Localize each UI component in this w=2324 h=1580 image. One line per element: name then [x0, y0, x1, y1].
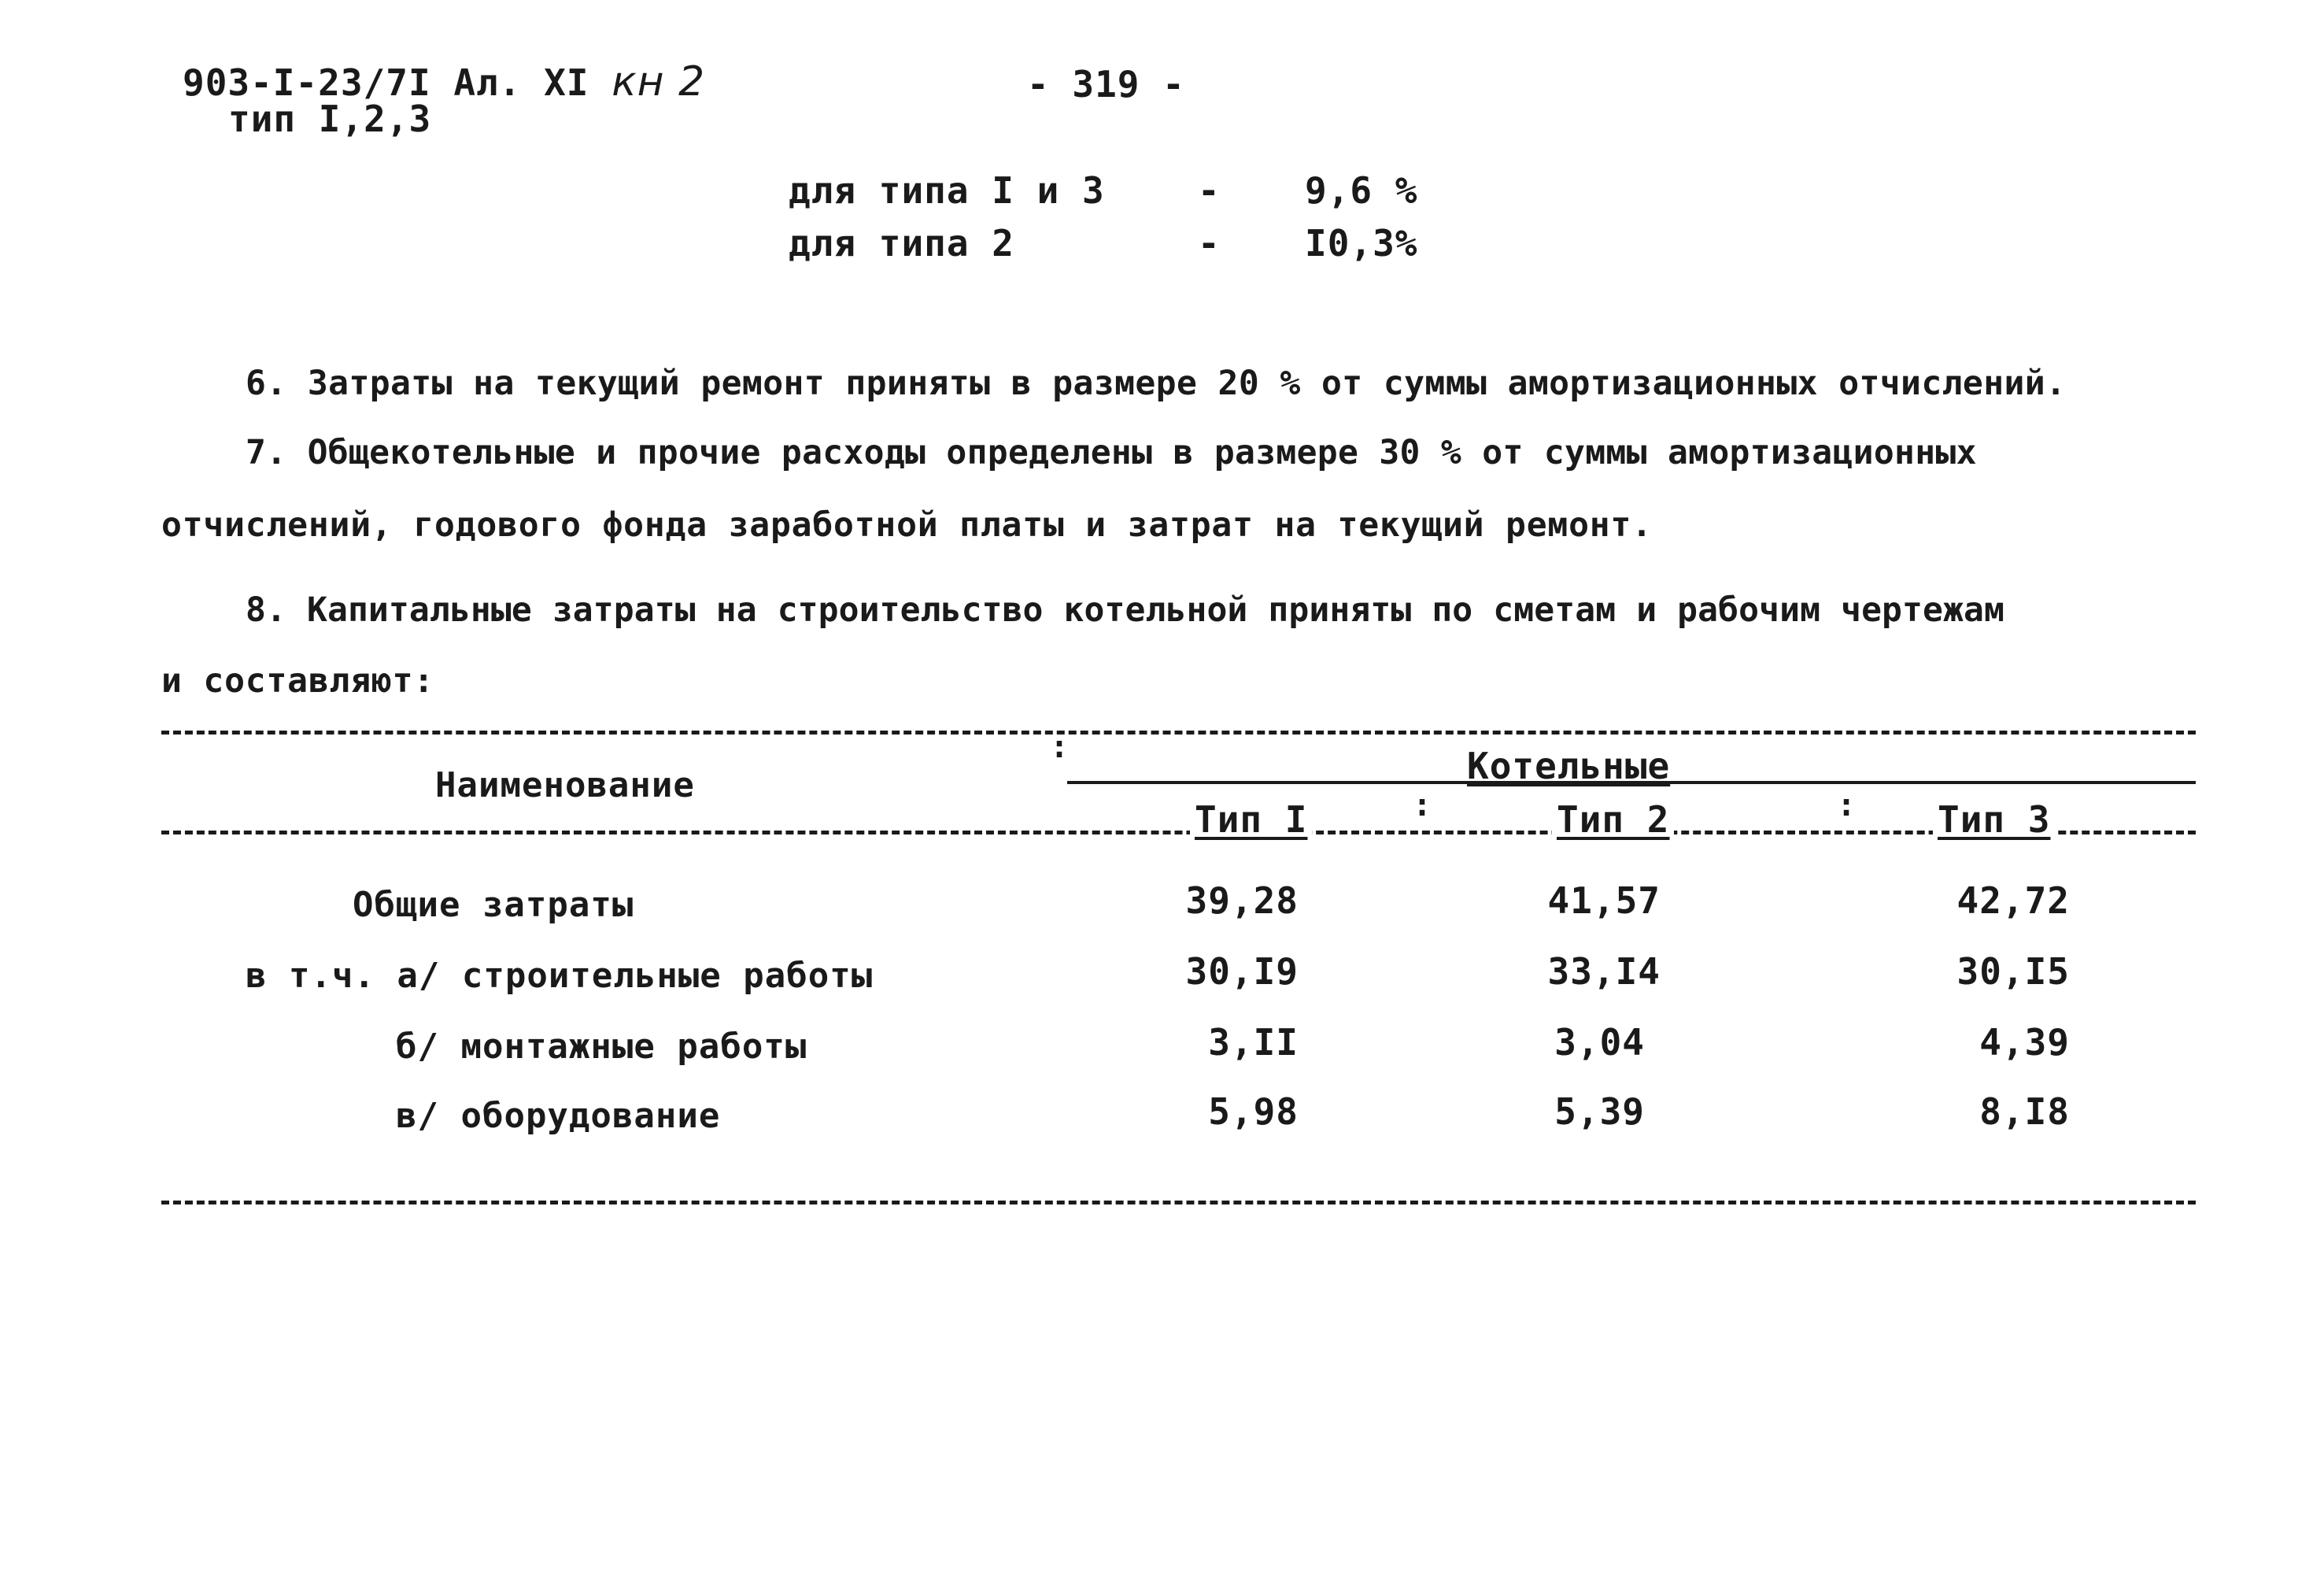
column-header-type-2: Тип 2 — [1552, 798, 1674, 841]
row-value-type-3: 42,72 — [1956, 879, 2070, 922]
column-header-type-3: Тип 3 — [1933, 798, 2055, 841]
percent-dash-2: - — [1198, 222, 1221, 265]
doc-code-handwritten: кн 2 — [611, 58, 706, 105]
table-top-rule — [161, 731, 2196, 734]
column-colon-2: : — [1837, 787, 1857, 823]
row-label: Общие затраты — [353, 885, 634, 925]
column-header-type-1: Тип I — [1190, 798, 1312, 841]
paragraph-8-line-1: 8. Капитальные затраты на строительство котельной приняты по сметам и рабочим чертежам — [246, 590, 2004, 630]
row-value-type-3: 8,I8 — [1979, 1090, 2070, 1133]
row-label: в т.ч. а/ строительные работы — [246, 956, 874, 996]
paragraph-7-line-2: отчислений, годового фонда заработной платы и затрат на текущий ремонт. — [161, 505, 1653, 545]
row-value-type-1: 3,II — [1208, 1021, 1299, 1064]
header-colon: : — [1050, 729, 1070, 765]
row-value-type-2: 41,57 — [1547, 879, 1661, 922]
page-number: - 319 - — [1027, 63, 1185, 105]
row-value-type-1: 39,28 — [1185, 879, 1299, 922]
row-value-type-3: 30,I5 — [1956, 950, 2070, 993]
percent-value-1: 9,6 % — [1305, 169, 1418, 212]
column-colon-1: : — [1413, 787, 1432, 823]
percent-value-2: I0,3% — [1305, 222, 1418, 265]
row-value-type-3: 4,39 — [1979, 1021, 2070, 1064]
paragraph-8-line-2: и составляют: — [161, 661, 434, 701]
table-bottom-rule — [161, 1201, 2196, 1204]
row-value-type-2: 5,39 — [1554, 1090, 1645, 1133]
doc-type: тип I,2,3 — [228, 98, 432, 140]
row-value-type-2: 3,04 — [1554, 1021, 1645, 1064]
doc-code: 903-I-23/7I Ал. XI кн 2 — [183, 58, 706, 105]
row-value-type-2: 33,I4 — [1547, 950, 1661, 993]
paragraph-6: 6. Затраты на текущий ремонт приняты в размере 20 % от суммы амортизационных отчислений. — [246, 364, 2067, 403]
percent-label-2: для типа 2 — [789, 222, 1014, 265]
header-group-rule — [1067, 781, 2196, 784]
row-value-type-1: 5,98 — [1208, 1090, 1299, 1133]
row-label: б/ монтажные работы — [396, 1027, 807, 1067]
percent-dash-1: - — [1198, 169, 1221, 212]
row-label: в/ оборудование — [396, 1096, 721, 1136]
row-value-type-1: 30,I9 — [1185, 950, 1299, 993]
header-bottom-rule — [161, 831, 2196, 834]
header-group: Котельные — [1467, 745, 1671, 787]
paragraph-7-line-1: 7. Общекотельные и прочие расходы определены в размере 30 % от суммы амортизационных — [246, 433, 1977, 472]
percent-label-1: для типа I и 3 — [789, 169, 1105, 212]
header-name: Наименование — [435, 765, 695, 805]
